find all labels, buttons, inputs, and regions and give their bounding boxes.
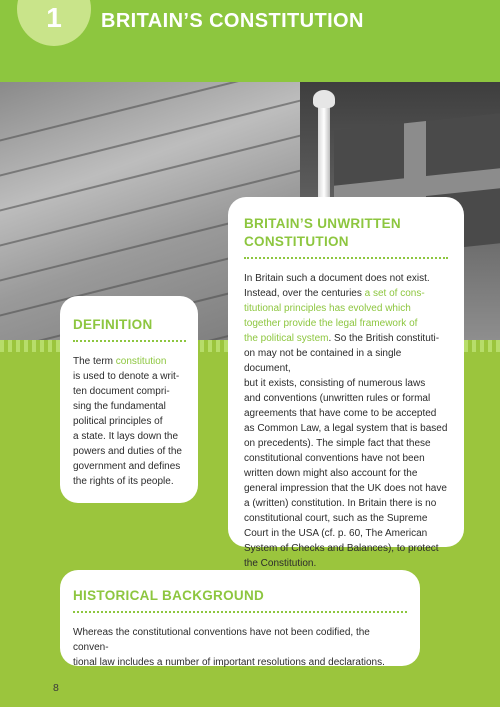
text-line: general impression that the UK does not have	[244, 483, 447, 494]
text-line: on precedents). The simple fact that these	[244, 438, 431, 449]
unwritten-body	[244, 271, 448, 571]
page-number: 8	[53, 682, 59, 694]
flagpole-finial	[313, 90, 335, 108]
text-line	[244, 301, 448, 316]
text-line: as Common Law, a legal system that is based	[244, 423, 448, 434]
dotted-divider	[244, 257, 448, 259]
definition-heading: DEFINITION	[73, 317, 153, 332]
highlighted-term: together provide the legal framework of	[244, 318, 418, 329]
text-line: on may not be contained in a single document,	[244, 348, 402, 374]
unwritten-heading	[244, 215, 448, 251]
unwritten-heading-line1: BRITAIN’S UNWRITTEN	[244, 216, 401, 231]
text-line: constitutional conventions have not been	[244, 453, 425, 464]
text-line: The term constitution	[73, 356, 167, 367]
text-line: the rights of its people.	[73, 476, 174, 487]
text-line: powers and duties of the	[73, 446, 182, 457]
text-line: tional law includes a number of important resolutions and declarations.	[73, 657, 385, 668]
definition-card	[60, 296, 198, 503]
text-line: sing the fundamental	[73, 401, 166, 412]
text-line: System of Checks and Balances), to protect	[244, 543, 439, 554]
historical-heading: HISTORICAL BACKGROUND	[73, 588, 265, 603]
text-line: the Constitution.	[244, 558, 317, 569]
page-title: BRITAIN’S CONSTITUTION	[101, 10, 364, 32]
text-line: but it exists, consisting of numerous laws	[244, 378, 426, 389]
highlighted-term: constitution	[115, 356, 167, 367]
text-line: Court in the USA (cf. p. 60, The American	[244, 528, 428, 539]
text-line: the political system. So the British constituti-	[244, 333, 440, 344]
highlighted-term: the political system	[244, 333, 329, 344]
historical-background-card	[60, 570, 420, 666]
text-line: In Britain such a document does not exist.	[244, 273, 430, 284]
text-line: written down might also account for the	[244, 468, 418, 479]
chapter-header	[0, 0, 500, 82]
dotted-divider	[73, 340, 186, 342]
chapter-number: 1	[46, 2, 62, 33]
text-line: a (written) constitution. In Britain there is no	[244, 498, 437, 509]
definition-body	[73, 354, 186, 489]
unwritten-heading-line2: CONSTITUTION	[244, 234, 349, 249]
text-line: is used to denote a writ-	[73, 371, 180, 382]
text-line: government and defines	[73, 461, 181, 472]
text-line: political principles of	[73, 416, 163, 427]
text-line: Whereas the constitutional conventions have not been codified, the conven-	[73, 627, 370, 653]
unwritten-constitution-card	[228, 197, 464, 569]
text-line: ten document compri-	[73, 386, 170, 397]
text-line: Instead, over the centuries a set of cons-	[244, 288, 425, 299]
dotted-divider	[73, 611, 407, 613]
highlighted-term: titutional principles has evolved which	[244, 303, 411, 314]
historical-body	[73, 625, 407, 670]
text-line: a state. It lays down the	[73, 431, 179, 442]
text-line: constitutional court, such as the Supreme	[244, 513, 428, 524]
text-line: and conventions (unwritten rules or formal	[244, 393, 431, 404]
chapter-number-badge	[17, 0, 91, 46]
text-line	[244, 316, 448, 331]
text-line: agreements that have come to be accepted	[244, 408, 437, 419]
highlighted-term: a set of cons-	[364, 288, 425, 299]
